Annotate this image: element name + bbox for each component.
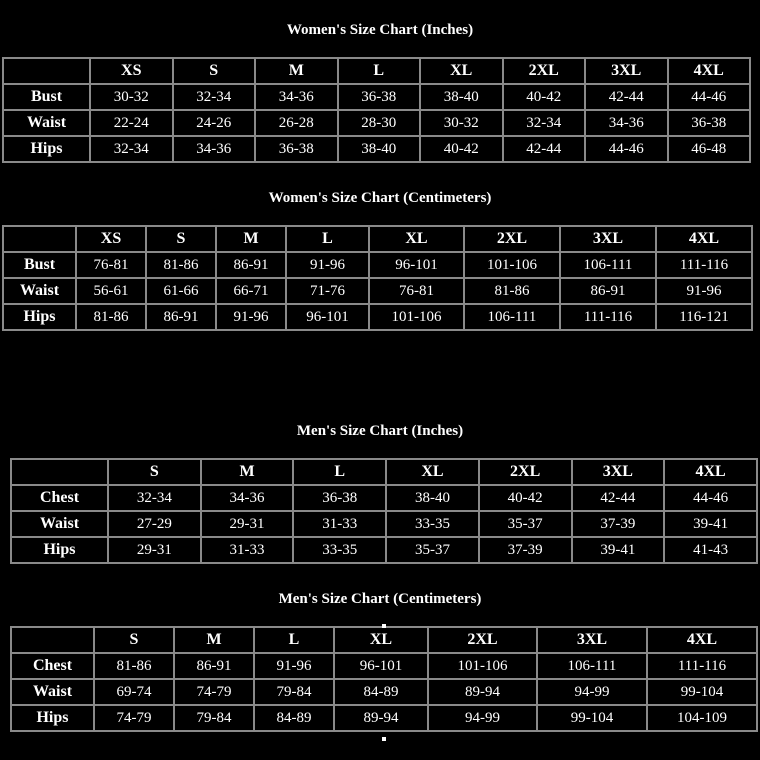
size-value: 81-86 bbox=[146, 252, 216, 278]
size-value: 35-37 bbox=[386, 537, 479, 563]
size-value: 94-99 bbox=[428, 705, 537, 731]
size-value: 101-106 bbox=[428, 653, 537, 679]
size-value: 66-71 bbox=[216, 278, 286, 304]
header-row bbox=[11, 627, 757, 653]
size-header: S bbox=[108, 459, 201, 485]
size-value: 116-121 bbox=[656, 304, 752, 330]
size-value: 111-116 bbox=[656, 252, 752, 278]
size-header: M bbox=[174, 627, 254, 653]
size-value: 33-35 bbox=[386, 511, 479, 537]
size-value: 86-91 bbox=[146, 304, 216, 330]
size-value: 101-106 bbox=[369, 304, 464, 330]
size-value: 86-91 bbox=[216, 252, 286, 278]
men-cm-title: Men's Size Chart (Centimeters) bbox=[278, 591, 482, 607]
size-header: M bbox=[255, 58, 338, 84]
size-value: 28-30 bbox=[338, 110, 421, 136]
size-value: 86-91 bbox=[560, 278, 656, 304]
size-value: 36-38 bbox=[338, 84, 421, 110]
size-header: 2XL bbox=[479, 459, 572, 485]
size-header: S bbox=[173, 58, 256, 84]
size-header: L bbox=[254, 627, 334, 653]
size-header: 3XL bbox=[560, 226, 656, 252]
size-value: 94-99 bbox=[537, 679, 647, 705]
size-header: L bbox=[338, 58, 421, 84]
size-header: L bbox=[293, 459, 386, 485]
measurement-label: Waist bbox=[3, 278, 76, 304]
size-value: 30-32 bbox=[90, 84, 173, 110]
size-value: 29-31 bbox=[201, 511, 294, 537]
size-value: 61-66 bbox=[146, 278, 216, 304]
table-row bbox=[11, 705, 757, 731]
size-header: XL bbox=[420, 58, 503, 84]
size-value: 31-33 bbox=[293, 511, 386, 537]
women-cm-table bbox=[2, 225, 753, 331]
size-value: 33-35 bbox=[293, 537, 386, 563]
size-header: XL bbox=[386, 459, 479, 485]
table-row bbox=[3, 278, 752, 304]
measurement-label: Waist bbox=[3, 110, 90, 136]
corner-cell bbox=[3, 226, 76, 252]
selection-handle bbox=[382, 624, 386, 628]
size-value: 91-96 bbox=[656, 278, 752, 304]
size-value: 39-41 bbox=[664, 511, 757, 537]
size-value: 44-46 bbox=[664, 485, 757, 511]
women-inches-table bbox=[2, 57, 751, 163]
size-value: 29-31 bbox=[108, 537, 201, 563]
size-value: 91-96 bbox=[286, 252, 369, 278]
size-value: 46-48 bbox=[668, 136, 751, 162]
size-value: 89-94 bbox=[428, 679, 537, 705]
size-value: 74-79 bbox=[174, 679, 254, 705]
size-header: S bbox=[146, 226, 216, 252]
size-value: 40-42 bbox=[420, 136, 503, 162]
measurement-label: Bust bbox=[3, 252, 76, 278]
women-inches-title: Women's Size Chart (Inches) bbox=[286, 22, 474, 38]
size-value: 32-34 bbox=[90, 136, 173, 162]
size-value: 99-104 bbox=[647, 679, 757, 705]
selection-handle bbox=[382, 737, 386, 741]
size-value: 86-91 bbox=[174, 653, 254, 679]
size-value: 27-29 bbox=[108, 511, 201, 537]
size-value: 22-24 bbox=[90, 110, 173, 136]
size-value: 96-101 bbox=[286, 304, 369, 330]
men-cm-table bbox=[10, 626, 758, 732]
size-value: 26-28 bbox=[255, 110, 338, 136]
size-value: 89-94 bbox=[334, 705, 428, 731]
measurement-label: Bust bbox=[3, 84, 90, 110]
size-value: 32-34 bbox=[173, 84, 256, 110]
size-value: 41-43 bbox=[664, 537, 757, 563]
header-row bbox=[11, 459, 757, 485]
size-header: XS bbox=[90, 58, 173, 84]
size-header: 4XL bbox=[664, 459, 757, 485]
size-value: 32-34 bbox=[503, 110, 586, 136]
measurement-label: Waist bbox=[11, 679, 94, 705]
size-value: 96-101 bbox=[369, 252, 464, 278]
size-value: 56-61 bbox=[76, 278, 146, 304]
women-cm-title: Women's Size Chart (Centimeters) bbox=[268, 190, 492, 206]
size-value: 79-84 bbox=[254, 679, 334, 705]
size-header: L bbox=[286, 226, 369, 252]
measurement-label: Hips bbox=[11, 705, 94, 731]
size-value: 69-74 bbox=[94, 679, 174, 705]
size-value: 30-32 bbox=[420, 110, 503, 136]
size-value: 111-116 bbox=[560, 304, 656, 330]
size-value: 39-41 bbox=[572, 537, 665, 563]
size-value: 37-39 bbox=[572, 511, 665, 537]
size-header: 2XL bbox=[464, 226, 560, 252]
size-value: 99-104 bbox=[537, 705, 647, 731]
size-header: XS bbox=[76, 226, 146, 252]
size-header: XL bbox=[369, 226, 464, 252]
size-value: 42-44 bbox=[503, 136, 586, 162]
size-value: 76-81 bbox=[369, 278, 464, 304]
size-value: 34-36 bbox=[255, 84, 338, 110]
corner-cell bbox=[11, 627, 94, 653]
table-row bbox=[11, 485, 757, 511]
table-row bbox=[11, 679, 757, 705]
size-value: 36-38 bbox=[668, 110, 751, 136]
table-row bbox=[11, 537, 757, 563]
size-header: 4XL bbox=[647, 627, 757, 653]
size-value: 34-36 bbox=[201, 485, 294, 511]
size-value: 38-40 bbox=[338, 136, 421, 162]
table-row bbox=[3, 252, 752, 278]
size-value: 37-39 bbox=[479, 537, 572, 563]
men-inches-table bbox=[10, 458, 758, 564]
measurement-label: Hips bbox=[3, 136, 90, 162]
header-row bbox=[3, 226, 752, 252]
size-value: 24-26 bbox=[173, 110, 256, 136]
size-value: 84-89 bbox=[334, 679, 428, 705]
size-value: 106-111 bbox=[537, 653, 647, 679]
size-header: M bbox=[216, 226, 286, 252]
size-value: 44-46 bbox=[668, 84, 751, 110]
size-value: 106-111 bbox=[464, 304, 560, 330]
size-header: 3XL bbox=[585, 58, 668, 84]
size-header: S bbox=[94, 627, 174, 653]
table-row bbox=[3, 110, 750, 136]
measurement-label: Chest bbox=[11, 653, 94, 679]
size-header: 3XL bbox=[572, 459, 665, 485]
table-row bbox=[3, 304, 752, 330]
corner-cell bbox=[3, 58, 90, 84]
measurement-label: Waist bbox=[11, 511, 108, 537]
size-value: 40-42 bbox=[479, 485, 572, 511]
size-value: 76-81 bbox=[76, 252, 146, 278]
table-row bbox=[11, 653, 757, 679]
size-value: 44-46 bbox=[585, 136, 668, 162]
measurement-label: Hips bbox=[3, 304, 76, 330]
size-header: 4XL bbox=[656, 226, 752, 252]
men-inches-title: Men's Size Chart (Inches) bbox=[296, 423, 464, 439]
measurement-label: Chest bbox=[11, 485, 108, 511]
size-value: 34-36 bbox=[173, 136, 256, 162]
size-value: 38-40 bbox=[386, 485, 479, 511]
header-row bbox=[3, 58, 750, 84]
size-header: XL bbox=[334, 627, 428, 653]
measurement-label: Hips bbox=[11, 537, 108, 563]
corner-cell bbox=[11, 459, 108, 485]
table-row bbox=[11, 511, 757, 537]
size-value: 81-86 bbox=[76, 304, 146, 330]
size-value: 84-89 bbox=[254, 705, 334, 731]
size-value: 32-34 bbox=[108, 485, 201, 511]
size-value: 35-37 bbox=[479, 511, 572, 537]
size-value: 74-79 bbox=[94, 705, 174, 731]
size-header: 4XL bbox=[668, 58, 751, 84]
size-header: 2XL bbox=[428, 627, 537, 653]
size-value: 104-109 bbox=[647, 705, 757, 731]
size-value: 31-33 bbox=[201, 537, 294, 563]
size-value: 36-38 bbox=[255, 136, 338, 162]
size-value: 81-86 bbox=[94, 653, 174, 679]
size-value: 34-36 bbox=[585, 110, 668, 136]
size-value: 111-116 bbox=[647, 653, 757, 679]
size-value: 101-106 bbox=[464, 252, 560, 278]
size-header: 3XL bbox=[537, 627, 647, 653]
size-value: 71-76 bbox=[286, 278, 369, 304]
table-row bbox=[3, 84, 750, 110]
size-header: 2XL bbox=[503, 58, 586, 84]
size-value: 91-96 bbox=[254, 653, 334, 679]
table-row bbox=[3, 136, 750, 162]
size-value: 42-44 bbox=[585, 84, 668, 110]
size-value: 79-84 bbox=[174, 705, 254, 731]
size-header: M bbox=[201, 459, 294, 485]
size-value: 38-40 bbox=[420, 84, 503, 110]
size-value: 81-86 bbox=[464, 278, 560, 304]
size-value: 42-44 bbox=[572, 485, 665, 511]
size-value: 40-42 bbox=[503, 84, 586, 110]
size-value: 96-101 bbox=[334, 653, 428, 679]
size-value: 106-111 bbox=[560, 252, 656, 278]
size-value: 36-38 bbox=[293, 485, 386, 511]
size-value: 91-96 bbox=[216, 304, 286, 330]
